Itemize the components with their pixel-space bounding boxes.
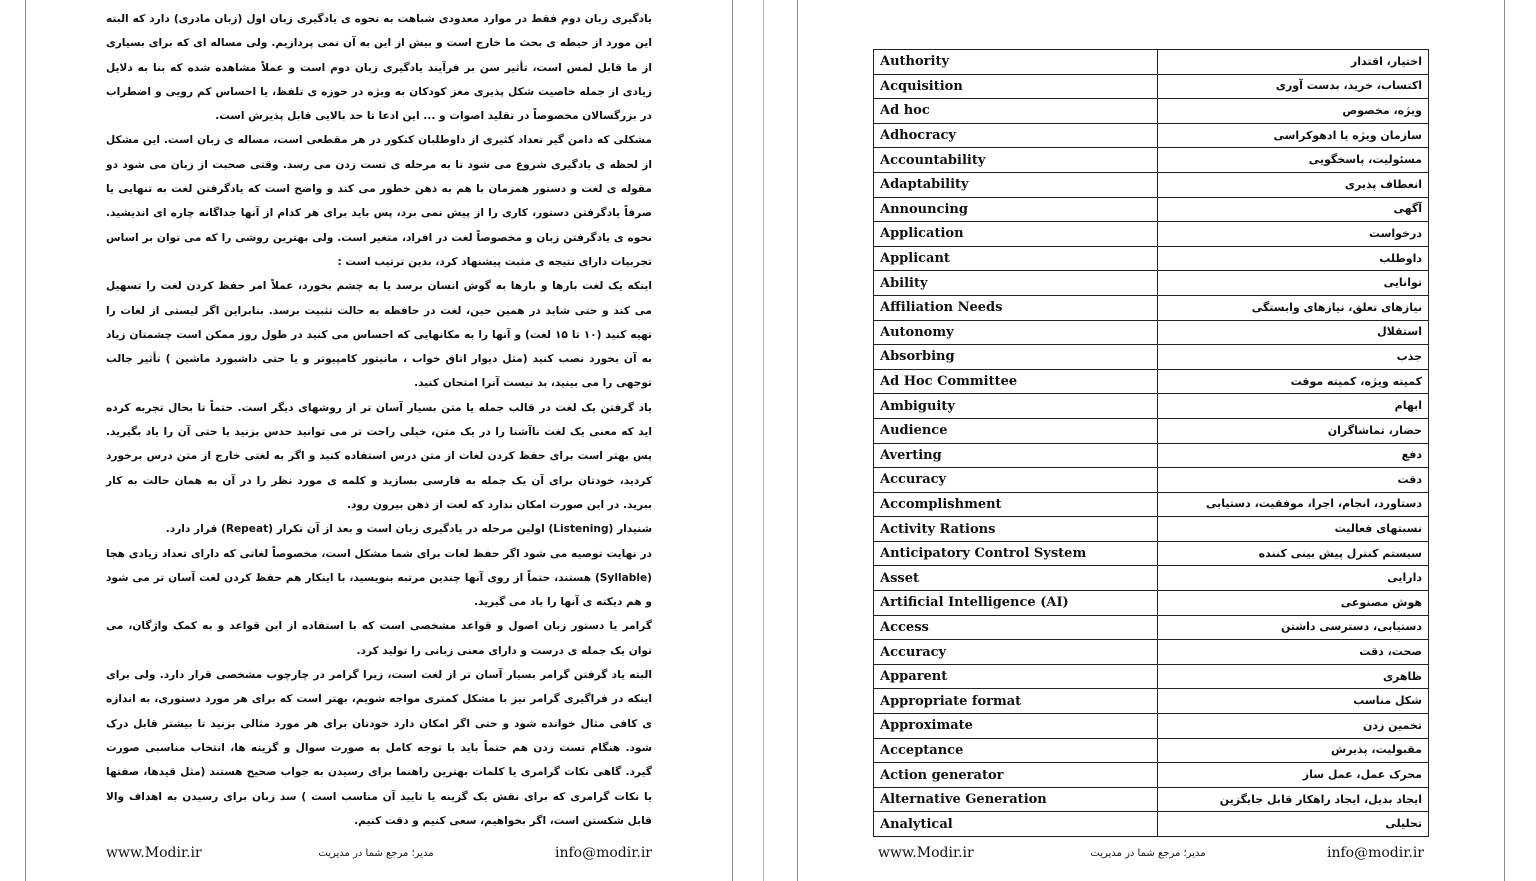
- table-row: [874, 320, 1429, 345]
- term-persian: ایجاد بدیل، ایجاد راهکار قابل جایگزین: [1158, 787, 1429, 812]
- term-english: Application: [874, 222, 1158, 247]
- page-gap-edge: [763, 0, 764, 881]
- term-english: Analytical: [874, 812, 1158, 837]
- document-page-left: [25, 0, 733, 881]
- term-english: Access: [874, 615, 1158, 640]
- document-page-right: [797, 0, 1505, 881]
- term-english: Adaptability: [874, 172, 1158, 197]
- term-english: Activity Rations: [874, 517, 1158, 542]
- table-row: [874, 714, 1429, 739]
- term-english: Accuracy: [874, 640, 1158, 665]
- paragraph: مشکلی که دامن گیر تعداد کثیری از داوطلبان کنکور در هر مقطعی است، مساله ی زبان است. این مشکل از لحظه ی یادگیری شروع می شود تا به مرحله ی تست زدن می رسد. وقتی صحبت از زبان می شود دو مقوله ی لغت و دستور همزمان با هم به ذهن خطور می کند و واضح است که یادگرفتن لغت به تنهایی یا صرفاً یادگرفتن دستور، کاری را از پیش نمی برد، پس باید برای هر کدام از آنها جداگانه چاره ای اندیشید. نحوه ی یادگرفتن زبان و مخصوصاً لغت در افراد، متغیر است. ولی بهترین روشی را که می توان بر اساس تجربیات دارای نتیجه ی مثبت پیشنهاد کرد، بدین ترتیب است :: [106, 134, 652, 268]
- glossary-table: [873, 49, 1429, 837]
- table-row: [874, 345, 1429, 370]
- term-english: Ad Hoc Committee: [874, 369, 1158, 394]
- footer-website-link[interactable]: www.Modir.ir: [106, 845, 202, 861]
- term-persian: سیستم کنترل پیش بینی کننده: [1158, 541, 1429, 566]
- term-persian: نسبتهای فعالیت: [1158, 517, 1429, 542]
- table-row: [874, 99, 1429, 124]
- table-row: [874, 468, 1429, 493]
- term-english: Anticipatory Control System: [874, 541, 1158, 566]
- table-row: [874, 443, 1429, 468]
- term-english: Accuracy: [874, 468, 1158, 493]
- table-row: [874, 517, 1429, 542]
- term-english: Ad hoc: [874, 99, 1158, 124]
- footer-email-link[interactable]: info@modir.ir: [1326, 845, 1424, 861]
- term-persian: توانایی: [1158, 271, 1429, 296]
- footer-slogan: مدیر؛ مرجع شما در مدیریت: [318, 848, 434, 859]
- table-row: [874, 418, 1429, 443]
- term-english: Absorbing: [874, 345, 1158, 370]
- term-english: Adhocracy: [874, 123, 1158, 148]
- term-english: Audience: [874, 418, 1158, 443]
- table-row: [874, 492, 1429, 517]
- paragraph: یاد گرفتن یک لغت در قالب جمله یا متن بسیار آسان تر از روشهای دیگر است. حتماً تا بحال تجربه کرده اید که معنی یک لغت ناآشنا را در یک متن، خیلی راحت تر می توانید حدس بزنید یا حتی آن را یاد بگیرید. پس بهتر است برای حفظ کردن لغات از متن درس استفاده کنید و اگر به لغتی خارج از متن درس برخورد کردید، خودتان برای آن یک جمله به فارسی بسازید و کلمه ی مورد نظر را در آن به همان حالت به کار ببرید. در این صورت امکان ندارد که لغت از ذهن بیرون رود.: [106, 401, 652, 511]
- term-persian: داوطلب: [1158, 246, 1429, 271]
- paragraph: یادگیری زبان دوم فقط در موارد معدودی شباهت به نحوه ی یادگیری زبان اول (زبان مادری) دارد که البته این مورد از حیطه ی بحث ما خارج است و بیش از این به آن نمی پردازیم. ولی مساله ای که برای بسیاری از ما قابل لمس است، تأثیر سن بر فرآیند یادگیری زبان دوم است و عملاً مشاهده شده که بنا به دلایل زیادی از جمله خاصیت شکل پذیری مغز کودکان به ویژه در حوزه ی تلفظ، یا احساس کم رویی و اضطراب در بزرگسالان مخصوصاً در تقلید اصوات و ... این ادعا تا حد بالایی قابل پذیرش است.: [106, 13, 652, 123]
- term-english: Acquisition: [874, 74, 1158, 99]
- table-row: [874, 369, 1429, 394]
- table-row: [874, 787, 1429, 812]
- term-persian: دستیابی، دسترسی داشتن: [1158, 615, 1429, 640]
- term-persian: دفع: [1158, 443, 1429, 468]
- term-english: Action generator: [874, 763, 1158, 788]
- table-row: [874, 591, 1429, 616]
- term-persian: تخمین زدن: [1158, 714, 1429, 739]
- term-english: Authority: [874, 50, 1158, 75]
- term-persian: شکل مناسب: [1158, 689, 1429, 714]
- term-english: Autonomy: [874, 320, 1158, 345]
- table-row: [874, 394, 1429, 419]
- table-row: [874, 123, 1429, 148]
- table-row: [874, 246, 1429, 271]
- table-row: [874, 541, 1429, 566]
- paragraph: شنیدار (Listening) اولین مرحله در یادگیری زبان است و بعد از آن تکرار (Repeat) قرار دارد.: [165, 523, 652, 536]
- term-persian: مسئولیت، پاسخگویی: [1158, 148, 1429, 173]
- footer-email-link[interactable]: info@modir.ir: [554, 845, 652, 861]
- table-row: [874, 74, 1429, 99]
- table-row: [874, 50, 1429, 75]
- term-persian: مقبولیت، پذیرش: [1158, 738, 1429, 763]
- paragraph: گرامر یا دستور زبان اصول و قواعد مشخصی است که با استفاده از این قواعد و به کمک واژگان، می توان یک جمله ی درست و دارای معنی زبانی را تولید کرد.: [106, 620, 652, 657]
- term-english: Averting: [874, 443, 1158, 468]
- term-english: Appropriate format: [874, 689, 1158, 714]
- term-persian: درخواست: [1158, 222, 1429, 247]
- term-english: Approximate: [874, 714, 1158, 739]
- table-row: [874, 640, 1429, 665]
- term-persian: دقت: [1158, 468, 1429, 493]
- term-english: Apparent: [874, 664, 1158, 689]
- term-persian: استقلال: [1158, 320, 1429, 345]
- table-row: [874, 566, 1429, 591]
- term-persian: اختیار، اقتدار: [1158, 50, 1429, 75]
- term-english: Ability: [874, 271, 1158, 296]
- term-english: Alternative Generation: [874, 787, 1158, 812]
- paragraph: البته یاد گرفتن گرامر بسیار آسان تر از لغت است، زیرا گرامر در چارچوب مشخصی قرار دارد. ولی برای اینکه در فراگیری گرامر نیز با مشکل کمتری مواجه شویم، بهتر است که برای هر مورد دستوری، به اندازه ی کافی مثال خوانده شود و حتی اگر امکان دارد خودتان برای هر مورد مثالی بزنید تا بیشتر قابل درک شود. هنگام تست زدن هم حتماً باید با توجه کامل به صورت سوال و گزینه ها، انتخاب مناسبی صورت گیرد. گاهی نکات گرامری یا کلمات بهترین راهنما برای رسیدن به جواب صحیح هستند (مثل قیدها، صفتها یا نکات گرامری که برای نقش یک گزینه یا تایید آن مناسب است ) سد زبان برای رسیدن به اهداف والا قابل شکستن است، اگر بخواهیم، سعی کنیم و دقت کنیم.: [106, 669, 652, 827]
- term-persian: دارایی: [1158, 566, 1429, 591]
- term-persian: هوش مصنوعی: [1158, 591, 1429, 616]
- page-footer: [106, 842, 652, 866]
- term-persian: نیازهای تعلق، نیازهای وابستگی: [1158, 295, 1429, 320]
- term-persian: انعطاف پذیری: [1158, 172, 1429, 197]
- table-row: [874, 197, 1429, 222]
- term-persian: ابهام: [1158, 394, 1429, 419]
- table-row: [874, 812, 1429, 837]
- term-persian: ظاهری: [1158, 664, 1429, 689]
- table-row: [874, 148, 1429, 173]
- term-persian: حضار، تماشاگران: [1158, 418, 1429, 443]
- table-row: [874, 689, 1429, 714]
- term-persian: ویژه، مخصوص: [1158, 99, 1429, 124]
- footer-website-link[interactable]: www.Modir.ir: [878, 845, 974, 861]
- table-row: [874, 172, 1429, 197]
- term-persian: جذب: [1158, 345, 1429, 370]
- term-persian: صحت، دقت: [1158, 640, 1429, 665]
- term-persian: محرک عمل، عمل ساز: [1158, 763, 1429, 788]
- footer-slogan: مدیر؛ مرجع شما در مدیریت: [1090, 848, 1206, 859]
- paragraph: اینکه یک لغت بارها و بارها به گوش انسان برسد یا به چشم بخورد، عملاً امر حفظ کردن لغت را تسهیل می کند و حتی شاید در همین حین، لغت در حافظه به حالت تثبیت برسد. بنابراین اگر لیستی از لغات را تهیه کنید (۱۰ تا ۱۵ لغت) و آنها را به مکانهایی که احساس می کنید در طول روز ممکن است چشمتان زیاد به آن بخورد نصب کنید (مثل دیوار اتاق خواب ، مانیتور کامپیوتر و یا حتی داشبورد ماشین ) تأثیر جالب توجهی را می بینید، بد نیست آنرا امتحان کنید.: [106, 280, 652, 390]
- term-persian: کمیته ویژه، کمیته موقت: [1158, 369, 1429, 394]
- table-row: [874, 271, 1429, 296]
- term-persian: سازمان ویژه یا ادهوکراسی: [1158, 123, 1429, 148]
- term-english: Accountability: [874, 148, 1158, 173]
- term-english: Affiliation Needs: [874, 295, 1158, 320]
- table-row: [874, 615, 1429, 640]
- term-persian: اکتساب، خرید، بدست آوری: [1158, 74, 1429, 99]
- table-row: [874, 738, 1429, 763]
- term-persian: دستاورد، انجام، اجرا، موفقیت، دستیابی: [1158, 492, 1429, 517]
- term-english: Acceptance: [874, 738, 1158, 763]
- term-english: Applicant: [874, 246, 1158, 271]
- term-english: Accomplishment: [874, 492, 1158, 517]
- term-english: Ambiguity: [874, 394, 1158, 419]
- term-persian: تحلیلی: [1158, 812, 1429, 837]
- table-row: [874, 763, 1429, 788]
- table-row: [874, 222, 1429, 247]
- body-text: [106, 7, 652, 833]
- table-row: [874, 664, 1429, 689]
- term-english: Artificial Intelligence (AI): [874, 591, 1158, 616]
- term-persian: آگهی: [1158, 197, 1429, 222]
- page-footer: [878, 842, 1424, 866]
- paragraph: در نهایت توصیه می شود اگر حفظ لغات برای شما مشکل است، مخصوصاً لغاتی که دارای تعداد زیادی هجا (Syllable) هستند، حتماً از روی آنها چندین مرتبه بنویسید، با اینکار هم حفظ کردن لغت آسان تر می شود و هم دیکته ی آنها را یاد می گیرید.: [106, 547, 652, 609]
- term-english: Announcing: [874, 197, 1158, 222]
- term-english: Asset: [874, 566, 1158, 591]
- table-row: [874, 295, 1429, 320]
